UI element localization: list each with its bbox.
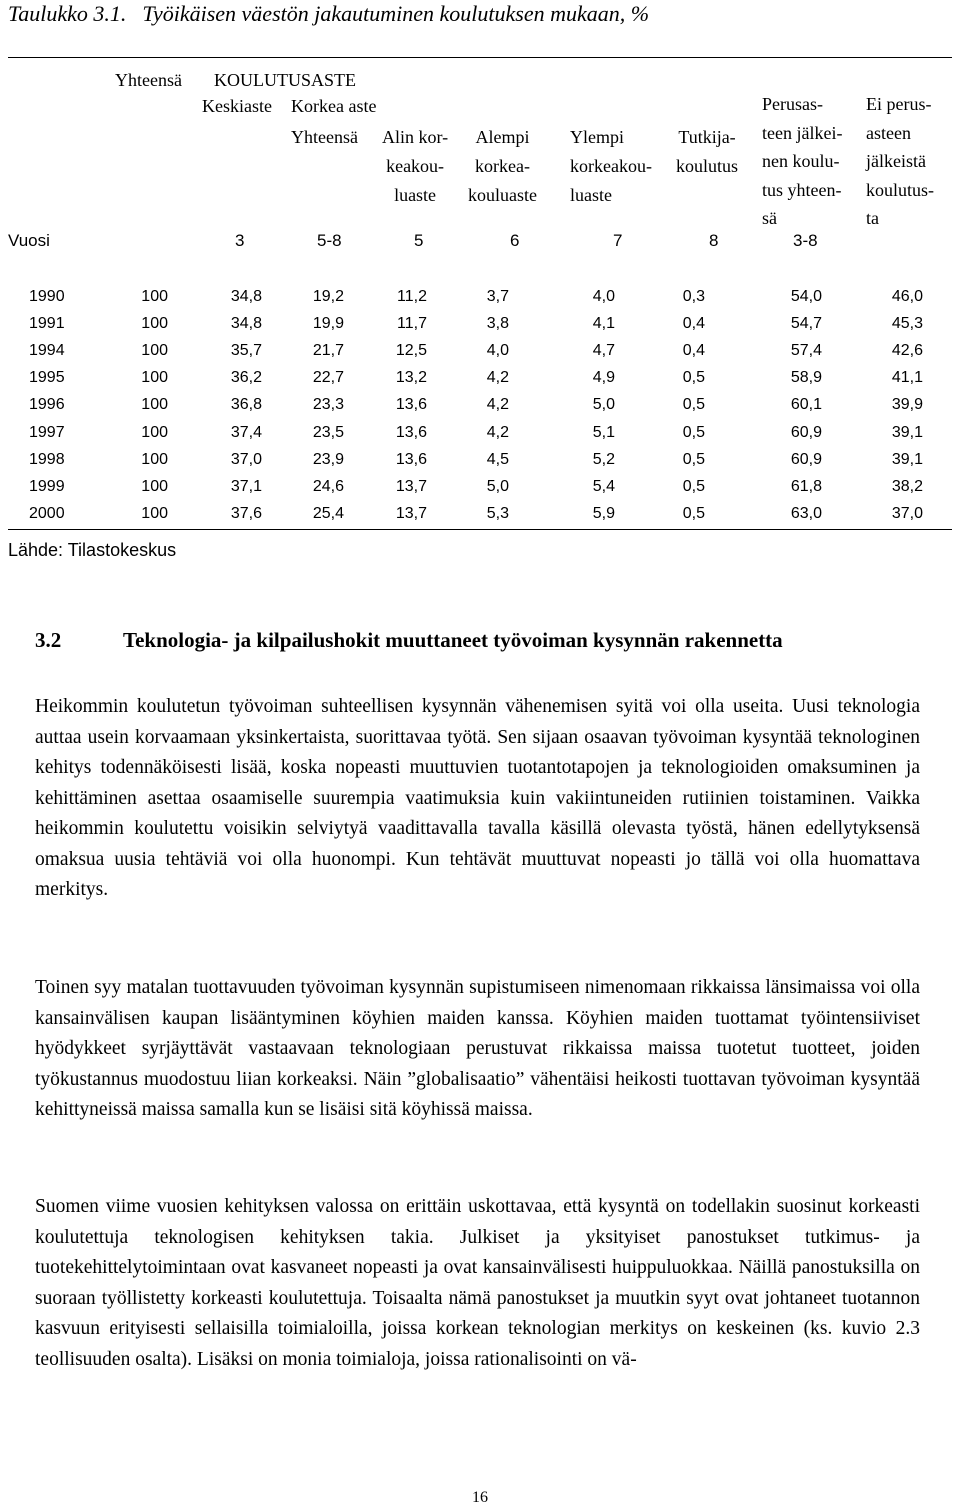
table-cell: 4,2 xyxy=(486,423,509,441)
table-cell: 0,4 xyxy=(682,315,705,333)
table-cell: 22,7 xyxy=(312,369,344,387)
header-code-5-8: 5-8 xyxy=(317,231,342,250)
table-cell: 25,4 xyxy=(312,504,344,522)
table-row xyxy=(0,283,960,310)
table-cell: 100 xyxy=(141,504,168,522)
table-cell: 100 xyxy=(141,423,168,441)
table-cell: 0,5 xyxy=(682,450,705,468)
table-cell: 39,1 xyxy=(891,450,923,468)
table-cell: 5,0 xyxy=(486,477,509,495)
header-code-7: 7 xyxy=(613,231,623,250)
paragraph-3: Suomen viime vuosien kehityksen valossa on erittäin uskottavaa, että kysyntä on todellakin suosinut korkeasti koulutettuja teknologisen kehityksen takia. Julkiset ja yksityiset panostukset tutkimus- ja tuotekehittelytoimintaan ovat kasvaneet nopeasti ja ovat kansainvälisesti huippuluokkaa. Näillä panostuksilla on suoraan työllistetty korkeasti koulutettuja. Toisaalta nämä panostukset ja muutkin syyt ovat johtaneet tuotannon kasvuun erityisesti sellaisilla toimialoilla, joissa korkean teknologian merkitys on keskeinen (ks. kuvio 2.3 teollisuuden osalta). Lisäksi on monia toimialoja, joissa rationalisointi on vä- xyxy=(35,1196,920,1370)
table-cell-year: 1994 xyxy=(29,342,65,360)
table-cell: 21,7 xyxy=(312,342,344,360)
table-cell: 100 xyxy=(141,315,168,333)
table-cell: 13,6 xyxy=(395,450,427,468)
table-cell: 54,0 xyxy=(790,288,822,305)
table-cell: 45,3 xyxy=(891,315,923,333)
table-row xyxy=(0,337,960,364)
table-cell: 39,9 xyxy=(891,396,923,414)
table-cell: 34,8 xyxy=(230,288,262,305)
table-caption xyxy=(8,1,649,27)
table-cell: 0,5 xyxy=(682,396,705,414)
table-cell: 4,2 xyxy=(486,396,509,414)
table-cell: 11,7 xyxy=(397,315,427,333)
header-ylempi: Ylempi korkeakou- luaste xyxy=(570,127,652,205)
table-cell: 13,6 xyxy=(395,423,427,441)
table-cell: 36,2 xyxy=(230,369,262,387)
table-title: Työikäisen väestön jakautuminen koulutuksen mukaan, % xyxy=(142,1,650,26)
table-cell: 12,5 xyxy=(395,342,427,360)
table-cell: 13,7 xyxy=(395,504,427,522)
page-number: 16 xyxy=(472,1489,488,1506)
header-perusasteen-jalkeinen: Perusas- teen jälkei- nen koulu- tus yhteen- sä xyxy=(762,94,843,228)
table-cell: 4,0 xyxy=(486,342,509,360)
table-cell: 4,2 xyxy=(486,369,509,387)
table-cell-year: 1998 xyxy=(29,450,65,468)
section-heading xyxy=(35,628,783,653)
table-cell-year: 1997 xyxy=(29,423,65,441)
table-cell: 100 xyxy=(141,450,168,468)
table-cell-year: 2000 xyxy=(29,504,65,522)
table-cell: 38,2 xyxy=(891,477,923,495)
table-cell: 19,2 xyxy=(312,288,344,305)
table-cell: 60,1 xyxy=(790,396,822,414)
table-cell: 19,9 xyxy=(312,315,344,333)
table-cell: 42,6 xyxy=(891,342,923,360)
header-code-5: 5 xyxy=(414,231,424,250)
table-cell: 0,4 xyxy=(682,342,705,360)
table-cell: 35,7 xyxy=(230,342,262,360)
header-yhteensa-korkea: Yhteensä xyxy=(291,127,358,147)
table-cell: 37,1 xyxy=(230,477,262,495)
header-keskiaste: Keskiaste xyxy=(202,96,272,116)
table-cell: 36,8 xyxy=(230,396,262,414)
table-cell: 100 xyxy=(141,396,168,414)
table-cell-year: 1991 xyxy=(29,315,65,333)
table-cell: 41,1 xyxy=(891,369,923,387)
table-cell: 0,5 xyxy=(682,369,705,387)
table-cell: 4,0 xyxy=(592,288,615,305)
table-cell: 100 xyxy=(141,288,168,305)
paragraph-1: Heikommin koulutetun työvoiman suhteellisen kysynnän vähenemisen syitä voi olla useita. Uusi teknologia auttaa usein korvaamaan yksinkertaista, suorittavaa työtä. Sen sijaan osaavan työvoiman kysyntää teknologinen kehitys todennäköisesti lisää, koska nopeasti muuttuvien tuotantotapojen ja teknologioiden omaksuminen ja kehittäminen asettaa osaamiselle suurempia vaatimuksia kuin vakiintuneiden rutiinien toistaminen. Vaikka heikommin koulutettu voisikin selviytyä vaadittavalla tavalla käsillä olevasta työstä, hänen edellytyksensä omaksua uusia tehtäviä voi olla huonompi. Kun tehtävät muuttuvat nopeasti jo tällä voi olla huomattava merkitys. xyxy=(35,696,920,900)
paragraph-2: Toinen syy matalan tuottavuuden työvoiman kysynnän supistumiseen nimenomaan rikkaissa länsimaissa voi olla kansainvälisen kaupan lisääntyminen köyhien maiden kanssa. Köyhien maiden tuottamat työintensiiviset hyödykkeet syrjäyttävät vastaavaan teknologiaan perustuvat rikkaissa maissa tuotetut tuotteet, joiden työkustannus muodostuu liian korkeaksi. Näin ”globalisaatio” vähentäisi heikosti tuottavan työvoiman kysyntää kehittyneissä maissa samalla kun se lisäisi sitä köyhissä maissa. xyxy=(35,977,920,1120)
header-code-6: 6 xyxy=(510,231,520,250)
header-code-3: 3 xyxy=(235,231,245,250)
table-cell: 5,0 xyxy=(592,396,615,414)
table-number: Taulukko 3.1. xyxy=(8,1,127,26)
table-cell: 3,7 xyxy=(486,288,509,305)
table-cell: 100 xyxy=(141,342,168,360)
table-cell: 4,9 xyxy=(592,369,615,387)
header-code-3-8: 3-8 xyxy=(793,231,818,250)
table-cell: 5,2 xyxy=(592,450,615,468)
table-cell: 23,5 xyxy=(312,423,344,441)
table-cell: 58,9 xyxy=(790,369,822,387)
table-row xyxy=(0,446,960,473)
table-cell: 23,3 xyxy=(312,396,344,414)
table-cell: 100 xyxy=(141,369,168,387)
table-cell: 4,1 xyxy=(592,315,615,333)
table-cell: 11,2 xyxy=(397,288,427,305)
table-cell: 23,9 xyxy=(312,450,344,468)
section-number: 3.2 xyxy=(35,628,62,652)
table-cell-year: 1990 xyxy=(29,288,65,305)
table-cell-year: 1996 xyxy=(29,396,65,414)
header-alin: Alin kor- keakou- luaste xyxy=(382,127,449,205)
table-cell: 37,0 xyxy=(230,450,262,468)
table-cell: 0,5 xyxy=(682,477,705,495)
table-cell: 4,7 xyxy=(592,342,615,360)
table-cell: 5,3 xyxy=(486,504,509,522)
table-cell: 60,9 xyxy=(790,450,822,468)
table-cell-year: 1999 xyxy=(29,477,65,495)
table-cell: 0,5 xyxy=(682,504,705,522)
table-row xyxy=(0,500,960,527)
table-cell: 34,8 xyxy=(230,315,262,333)
header-code-8: 8 xyxy=(709,231,719,250)
table-row xyxy=(0,473,960,500)
table-row xyxy=(0,310,960,337)
header-ei-perusasteen: Ei perus- asteen jälkeistä koulutus- ta xyxy=(866,94,935,228)
table-cell: 39,1 xyxy=(891,423,923,441)
header-korkea-aste: Korkea aste xyxy=(291,96,377,116)
header-vuosi: Vuosi xyxy=(8,231,50,250)
table-cell: 13,6 xyxy=(395,396,427,414)
table-cell: 24,6 xyxy=(312,477,344,495)
table-cell: 3,8 xyxy=(486,315,509,333)
table-row xyxy=(0,391,960,418)
table-cell: 4,5 xyxy=(486,450,509,468)
table-cell: 0,5 xyxy=(682,423,705,441)
table-cell-year: 1995 xyxy=(29,369,65,387)
table-cell: 54,7 xyxy=(790,315,822,333)
table-cell: 0,3 xyxy=(682,288,705,305)
table-cell: 13,2 xyxy=(395,369,427,387)
table-cell: 60,9 xyxy=(790,423,822,441)
table-row xyxy=(0,419,960,446)
table-source: Lähde: Tilastokeskus xyxy=(8,540,177,560)
table-cell: 37,0 xyxy=(891,504,923,522)
table-cell: 46,0 xyxy=(891,288,923,305)
header-alempi: Alempi korkea- kouluaste xyxy=(468,127,537,205)
table-cell: 37,4 xyxy=(230,423,262,441)
table-cell: 61,8 xyxy=(790,477,822,495)
table-cell: 100 xyxy=(141,477,168,495)
table-cell: 37,6 xyxy=(230,504,262,522)
table-cell: 5,9 xyxy=(592,504,615,522)
table-cell: 5,4 xyxy=(592,477,615,495)
header-yhteensa: Yhteensä xyxy=(115,70,182,90)
table-cell: 57,4 xyxy=(790,342,822,360)
table-cell: 5,1 xyxy=(592,423,615,441)
section-title: Teknologia- ja kilpailushokit muuttaneet työvoiman kysynnän rakennetta xyxy=(123,628,783,652)
table-cell: 63,0 xyxy=(790,504,822,522)
header-tutkija: Tutkija- koulutus xyxy=(676,127,739,176)
table-row xyxy=(0,364,960,391)
table-cell: 13,7 xyxy=(395,477,427,495)
header-koulutusaste: KOULUTUSASTE xyxy=(214,70,356,90)
